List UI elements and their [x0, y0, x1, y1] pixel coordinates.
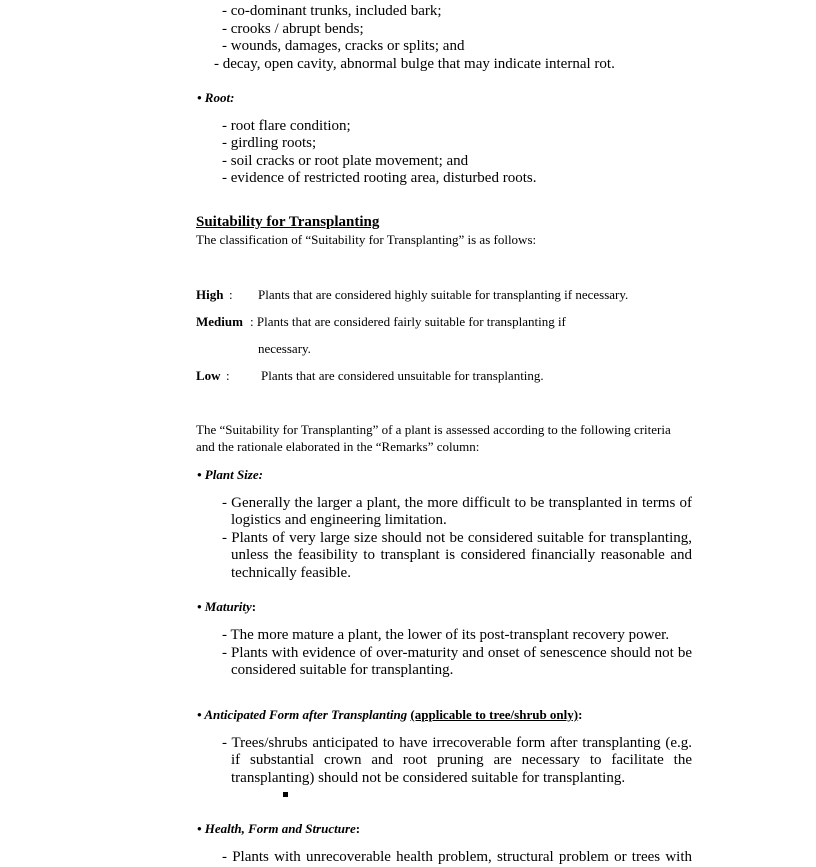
maturity-heading: • Maturity — [197, 599, 252, 614]
maturity-line-3: considered suitable for transplanting. — [231, 662, 454, 678]
plant-size-heading: • Plant Size: — [197, 467, 263, 482]
anticipated-heading-row — [197, 706, 582, 724]
health-line-1: - Plants with unrecoverable health problem, structural problem or trees with — [222, 849, 692, 865]
plant-size-line-1: - Generally the larger a plant, the more difficult to be transplanted in terms of — [222, 495, 692, 511]
high-description: Plants that are considered highly suitable for transplanting if necessary. — [258, 287, 629, 302]
high-separator: : — [229, 287, 233, 302]
root-item-restricted: - evidence of restricted rooting area, disturbed roots. — [222, 170, 537, 186]
plant-size-line-4: unless the feasibility to transplant is considered financially reasonable and — [231, 547, 692, 563]
low-description: Plants that are considered unsuitable for transplanting. — [261, 368, 544, 383]
health-colon: : — [355, 821, 361, 836]
anticipated-line-2: if substantial crown and root pruning are necessary to facilitate the — [231, 752, 692, 768]
suitability-heading: Suitability for Transplanting — [196, 214, 380, 230]
anticipated-line-3: transplanting) should not be considered suitable for transplanting. — [231, 770, 626, 786]
low-separator: : — [226, 368, 230, 383]
root-item-girdling: - girdling roots; — [222, 135, 317, 151]
trunk-item-wounds: - wounds, damages, cracks or splits; and — [222, 38, 465, 54]
health-heading-row — [197, 820, 360, 838]
anticipated-heading: • Anticipated Form after Transplanting — [197, 707, 408, 722]
trunk-item-decay: - decay, open cavity, abnormal bulge that may indicate internal rot. — [214, 56, 615, 72]
root-item-flare: - root flare condition; — [222, 118, 351, 134]
suitability-intro: The classification of “Suitability for Transplanting” is as follows: — [196, 232, 537, 247]
high-label: High — [196, 287, 224, 302]
anticipated-line-1: - Trees/shrubs anticipated to have irrecoverable form after transplanting (e.g. — [222, 735, 692, 751]
medium-description: : Plants that are considered fairly suitable for transplanting if — [250, 314, 566, 329]
trunk-item-crooks: - crooks / abrupt bends; — [222, 21, 364, 37]
criteria-intro-line-2: and the rationale elaborated in the “Remarks” column: — [196, 439, 480, 454]
anticipated-qualifier: (applicable to tree/shrub only) — [410, 707, 579, 722]
medium-label: Medium — [196, 314, 243, 329]
maturity-line-1: - The more mature a plant, the lower of its post-transplant recovery power. — [222, 627, 670, 643]
low-label: Low — [196, 368, 221, 383]
plant-size-line-5: technically feasible. — [231, 565, 351, 581]
maturity-heading-row — [197, 598, 256, 616]
anticipated-colon: : — [578, 707, 583, 722]
plant-size-line-3: - Plants of very large size should not be considered suitable for transplanting, — [222, 530, 692, 546]
criteria-intro-line-1: The “Suitability for Transplanting” of a plant is assessed according to the following criteria — [196, 422, 671, 437]
root-item-soil-cracks: - soil cracks or root plate movement; and — [222, 153, 469, 169]
plant-size-line-2: logistics and engineering limitation. — [231, 512, 447, 528]
trunk-item-co-dominant: - co-dominant trunks, included bark; — [222, 3, 442, 19]
maturity-colon: : — [251, 599, 257, 614]
health-heading: • Health, Form and Structure — [197, 821, 356, 836]
medium-description-continued: necessary. — [258, 341, 311, 356]
stray-square-mark — [283, 792, 288, 797]
maturity-line-2: - Plants with evidence of over-maturity and onset of senescence should not be — [222, 645, 692, 661]
root-heading: • Root: — [197, 90, 235, 105]
